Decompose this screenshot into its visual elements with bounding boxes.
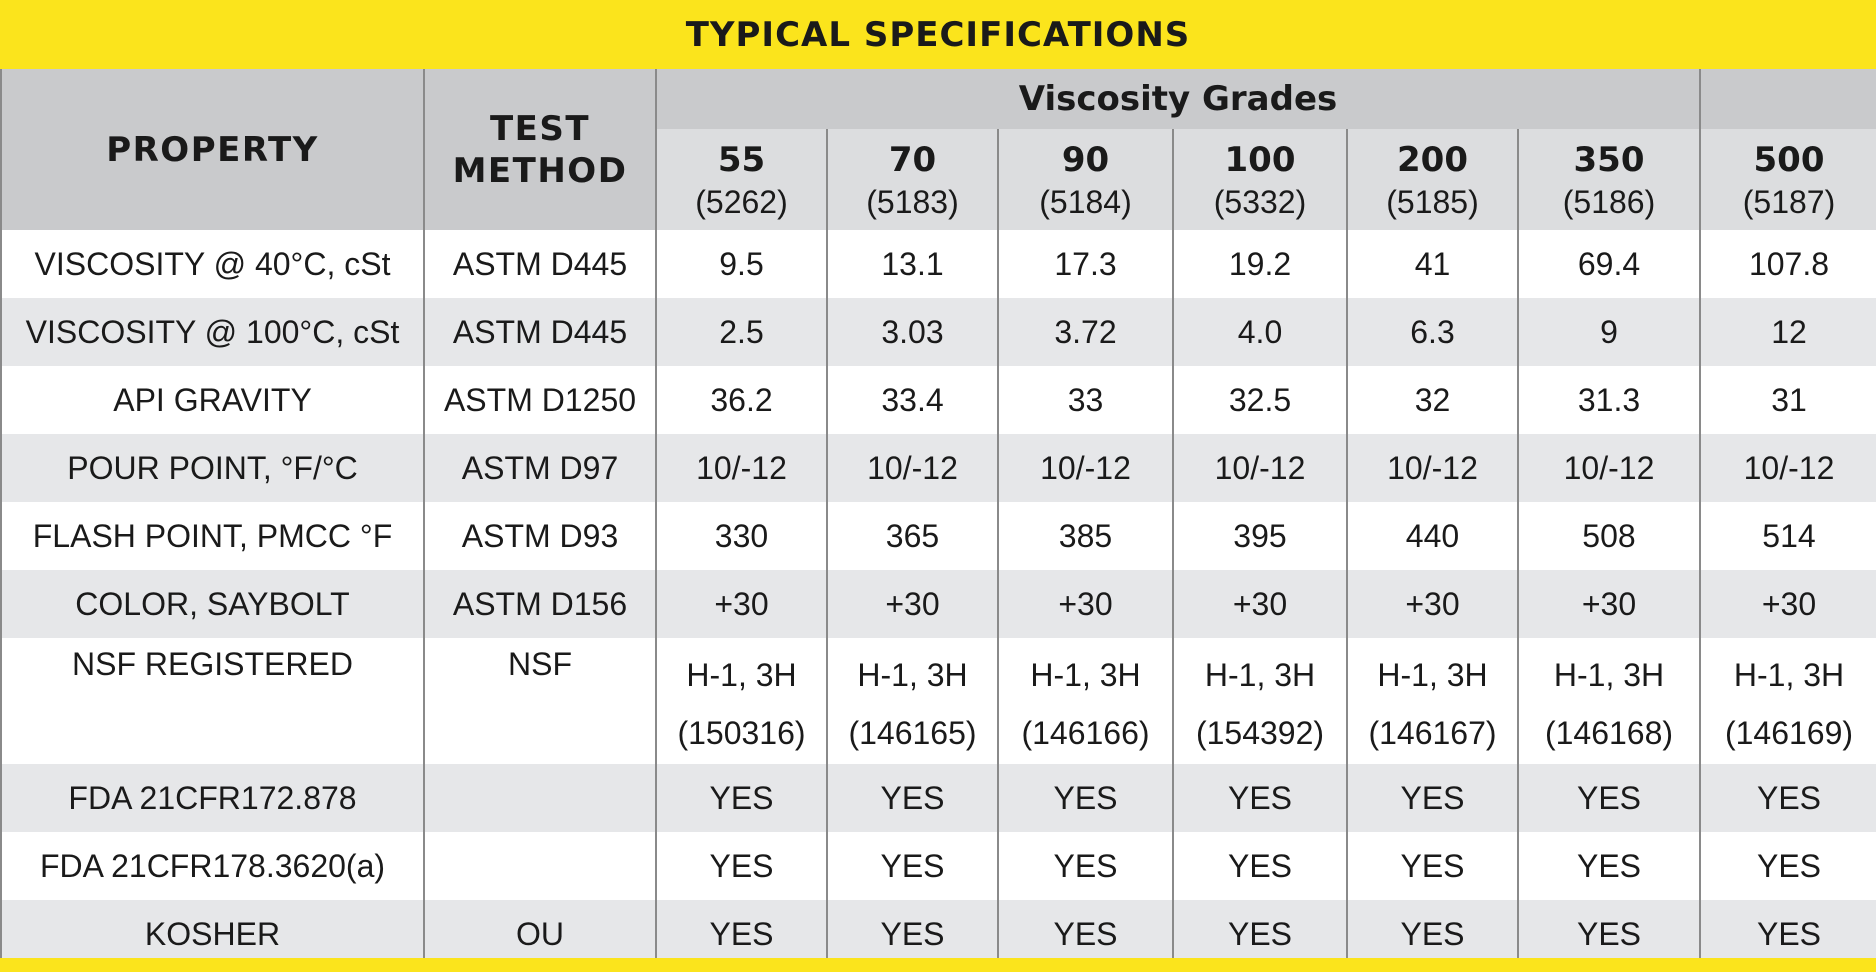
value-cell: YES <box>1700 764 1876 832</box>
value-line: H-1, 3H <box>1030 657 1141 693</box>
value-cell: YES <box>1347 900 1518 968</box>
value-cell: 3.72 <box>998 298 1173 366</box>
table-row <box>1 764 1876 832</box>
property-cell: VISCOSITY @ 40°C, cSt <box>1 230 424 298</box>
property-cell: COLOR, SAYBOLT <box>1 570 424 638</box>
value-cell: +30 <box>998 570 1173 638</box>
value-cell: 12 <box>1700 298 1876 366</box>
table-row <box>1 434 1876 502</box>
value-line: (150316) <box>677 715 806 751</box>
value-cell: YES <box>1173 900 1347 968</box>
value-line: H-1, 3H <box>857 657 968 693</box>
property-cell: API GRAVITY <box>1 366 424 434</box>
value-cell: 33.4 <box>827 366 998 434</box>
grade-header <box>1173 129 1347 230</box>
value-cell: 10/-12 <box>1347 434 1518 502</box>
value-line: H-1, 3H <box>1377 657 1488 693</box>
grade-number: 500 <box>1753 139 1825 180</box>
value-cell: YES <box>998 764 1173 832</box>
property-cell: KOSHER <box>1 900 424 968</box>
value-cell: 31 <box>1700 366 1876 434</box>
test-method-cell: ASTM D97 <box>424 434 656 502</box>
value-cell: 10/-12 <box>1518 434 1700 502</box>
property-cell: NSF REGISTERED <box>1 638 424 764</box>
test-method-cell: ASTM D1250 <box>424 366 656 434</box>
value-cell: YES <box>1700 900 1876 968</box>
table-row <box>1 570 1876 638</box>
test-method-cell: ASTM D445 <box>424 230 656 298</box>
value-cell: YES <box>656 764 827 832</box>
value-cell <box>1347 638 1518 764</box>
table-row <box>1 502 1876 570</box>
grade-code: (5186) <box>1562 183 1656 220</box>
value-cell: YES <box>1173 832 1347 900</box>
value-cell: YES <box>656 832 827 900</box>
value-cell: 4.0 <box>1173 298 1347 366</box>
grade-code: (5262) <box>695 183 788 220</box>
value-cell: YES <box>827 764 998 832</box>
test-method-cell: ASTM D93 <box>424 502 656 570</box>
value-cell: 41 <box>1347 230 1518 298</box>
value-cell: 10/-12 <box>656 434 827 502</box>
value-line: (146167) <box>1368 715 1497 751</box>
page-title: TYPICAL SPECIFICATIONS <box>685 14 1191 55</box>
grade-number: 100 <box>1224 139 1296 180</box>
value-cell: YES <box>1173 764 1347 832</box>
value-cell: +30 <box>1700 570 1876 638</box>
value-cell: 2.5 <box>656 298 827 366</box>
test-method-cell: ASTM D156 <box>424 570 656 638</box>
value-cell <box>1173 638 1347 764</box>
property-header: PROPERTY <box>1 69 424 230</box>
value-cell: YES <box>1518 900 1700 968</box>
grade-number: 90 <box>1061 139 1110 180</box>
property-cell: FLASH POINT, PMCC °F <box>1 502 424 570</box>
value-cell: YES <box>998 832 1173 900</box>
table-row <box>1 832 1876 900</box>
value-cell: +30 <box>1347 570 1518 638</box>
specifications-table <box>0 69 1876 968</box>
grade-number: 55 <box>717 139 766 180</box>
value-cell: 10/-12 <box>1173 434 1347 502</box>
value-cell: YES <box>827 900 998 968</box>
value-cell: 33 <box>998 366 1173 434</box>
value-cell <box>998 638 1173 764</box>
value-cell: 385 <box>998 502 1173 570</box>
table-row <box>1 638 1876 764</box>
test-method-cell: ASTM D445 <box>424 298 656 366</box>
value-cell: 10/-12 <box>827 434 998 502</box>
bottom-accent-bar <box>0 958 1876 972</box>
value-cell <box>827 638 998 764</box>
value-cell: 440 <box>1347 502 1518 570</box>
value-cell <box>1700 638 1876 764</box>
property-cell: FDA 21CFR178.3620(a) <box>1 832 424 900</box>
value-cell: YES <box>1347 832 1518 900</box>
grade-header <box>827 129 998 230</box>
value-cell: 13.1 <box>827 230 998 298</box>
grade-code: (5183) <box>866 183 959 220</box>
value-cell: +30 <box>1173 570 1347 638</box>
grade-code: (5184) <box>1039 183 1132 220</box>
grade-header <box>1518 129 1700 230</box>
value-cell <box>656 638 827 764</box>
value-cell: +30 <box>656 570 827 638</box>
grade-header <box>656 129 827 230</box>
value-line: H-1, 3H <box>1553 657 1665 693</box>
value-line: H-1, 3H <box>1733 657 1845 693</box>
value-cell: 69.4 <box>1518 230 1700 298</box>
value-cell: 9 <box>1518 298 1700 366</box>
grade-code: (5332) <box>1213 183 1307 220</box>
value-cell: 10/-12 <box>998 434 1173 502</box>
value-cell: 31.3 <box>1518 366 1700 434</box>
grade-number: 70 <box>888 139 937 180</box>
grade-header <box>1347 129 1518 230</box>
value-cell: 395 <box>1173 502 1347 570</box>
value-cell: 330 <box>656 502 827 570</box>
test-method-cell <box>424 832 656 900</box>
value-cell: +30 <box>1518 570 1700 638</box>
value-cell: YES <box>827 832 998 900</box>
viscosity-grades-header: Viscosity Grades <box>656 69 1700 129</box>
value-cell: YES <box>1347 764 1518 832</box>
title-bar <box>0 0 1876 69</box>
value-cell: 9.5 <box>656 230 827 298</box>
test-method-cell: NSF <box>424 638 656 764</box>
value-cell: 32 <box>1347 366 1518 434</box>
value-cell: YES <box>998 900 1173 968</box>
value-cell: 17.3 <box>998 230 1173 298</box>
value-cell: YES <box>1700 832 1876 900</box>
grade-code: (5185) <box>1386 183 1479 220</box>
header-row-1 <box>1 69 1876 129</box>
table-row <box>1 230 1876 298</box>
value-line: (146168) <box>1544 715 1674 751</box>
test-method-cell: OU <box>424 900 656 968</box>
table-row <box>1 298 1876 366</box>
value-cell: 6.3 <box>1347 298 1518 366</box>
test-method-header: TEST METHOD <box>424 69 656 230</box>
value-line: H-1, 3H <box>1204 657 1316 693</box>
value-cell: 107.8 <box>1700 230 1876 298</box>
property-cell: VISCOSITY @ 100°C, cSt <box>1 298 424 366</box>
value-cell: 3.03 <box>827 298 998 366</box>
value-cell: 514 <box>1700 502 1876 570</box>
table-row <box>1 366 1876 434</box>
value-cell: YES <box>656 900 827 968</box>
value-cell: YES <box>1518 764 1700 832</box>
value-cell: 508 <box>1518 502 1700 570</box>
grade-number: 350 <box>1573 139 1645 180</box>
value-cell: 365 <box>827 502 998 570</box>
property-cell: FDA 21CFR172.878 <box>1 764 424 832</box>
value-cell: YES <box>1518 832 1700 900</box>
value-line: (154392) <box>1195 715 1325 751</box>
value-line: (146169) <box>1724 715 1854 751</box>
grade-code: (5187) <box>1742 183 1836 220</box>
value-cell: +30 <box>827 570 998 638</box>
value-cell: 19.2 <box>1173 230 1347 298</box>
value-line: (146166) <box>1021 715 1150 751</box>
grade-number: 200 <box>1397 139 1468 180</box>
value-cell <box>1518 638 1700 764</box>
property-cell: POUR POINT, °F/°C <box>1 434 424 502</box>
value-line: H-1, 3H <box>686 657 797 693</box>
value-cell: 36.2 <box>656 366 827 434</box>
value-cell: 10/-12 <box>1700 434 1876 502</box>
value-line: (146165) <box>848 715 977 751</box>
grade-header <box>998 129 1173 230</box>
grade-header <box>1700 129 1876 230</box>
value-cell: 32.5 <box>1173 366 1347 434</box>
viscosity-grades-header-extension <box>1700 69 1876 129</box>
test-method-cell <box>424 764 656 832</box>
